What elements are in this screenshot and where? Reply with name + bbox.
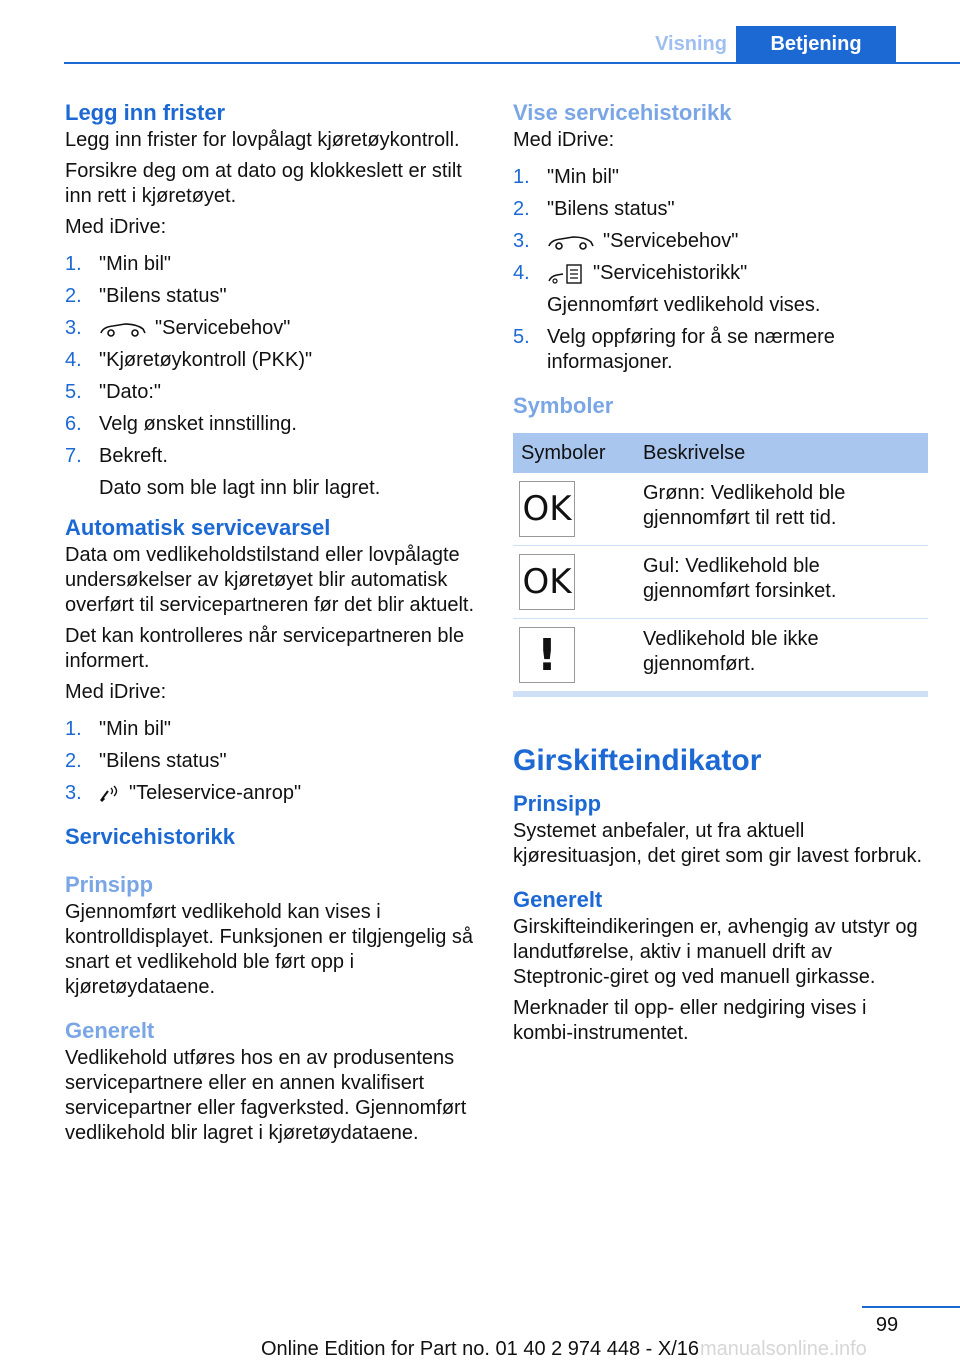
footer-rule [862,1306,960,1308]
table-row [513,619,928,692]
section-title-girskifteindikator: Girskifteindikator [513,744,762,777]
list-item: 2. "Bilens status" [513,198,675,220]
section-title-servicehistorikk: Servicehistorikk [65,824,235,849]
tab-betjening[interactable]: Betjening [736,26,896,62]
description-cell: Gul: Vedlikehold ble gjennomført forsinket. [635,546,928,619]
description-cell: Grønn: Vedlikehold ble gjennomført til rett tid. [635,473,928,546]
subtitle-generelt: Generelt [513,887,603,912]
list-item: 1. "Min bil" [513,166,619,188]
list-item: 3. "Servicebehov" [513,230,739,252]
list-item: 6. Velg ønsket innstilling. [65,413,297,435]
paragraph: Girskifteindikeringen er, avhengig av utstyr og landutførelse, aktiv i manuell drift av Steptronic-giret og ved manuell girkasse. [513,916,918,988]
list-item: 7. Bekreft. Dato som ble lagt inn blir lagret. [65,445,381,499]
paragraph: Vedlikehold utføres hos en av produsentens servicepartnere eller en annen kvalifisert servicepartner eller fagverksted. Gjennomført vedlikehold blir lagret i kjøretøydataene. [65,1047,467,1144]
paragraph: Med iDrive: [65,681,167,703]
paragraph: Forsikre deg om at dato og klokkeslett er stilt inn rett i kjøretøyet. [65,160,462,207]
car-service-icon [99,321,147,337]
list-item: 5. Velg oppføring for å se nærmere informasjoner. [513,326,835,373]
service-history-icon [547,263,585,285]
teleservice-icon [99,785,121,803]
paragraph: Gjennomført vedlikehold kan vises i kontrolldisplayet. Funksjonen er tilgjengelig så snart et vedlikehold ble ført opp i kjøretøydataene. [65,901,474,998]
list-item: 3. "Teleservice-anrop" [65,782,302,804]
ok-green-icon: OK [519,481,575,537]
symbols-table [513,433,928,692]
section-title-automatisk-servicevarsel: Automatisk servicevarsel [65,515,331,540]
step-list [65,717,480,806]
exclamation-icon: ! [519,627,575,683]
description-cell: Vedlikehold ble ikke gjennomført. [635,619,928,692]
list-item: 2. "Bilens status" [65,750,227,772]
table-header-row [513,433,928,473]
symbol-cell [513,619,635,692]
paragraph: Det kan kontrolleres når servicepartneren ble informert. [65,625,465,672]
paragraph: Legg inn frister for lovpålagt kjøretøykontroll. [65,129,460,151]
left-column [65,100,480,1152]
page-number: 99 [875,1314,899,1336]
list-item: 5. "Dato:" [65,381,162,403]
table-bottom-rule [513,692,928,697]
step-list [65,252,480,501]
symbol-cell [513,473,635,546]
subtitle-prinsipp: Prinsipp [513,791,602,816]
section-title-symboler: Symboler [513,393,614,418]
section-title-vise-servicehistorikk: Vise servicehistorikk [513,100,732,125]
paragraph: Merknader til opp- eller nedgiring vises i kombi-instrumentet. [513,997,867,1044]
right-column [513,100,928,1052]
paragraph: Systemet anbefaler, ut fra aktuell kjøresituasjon, det giret som gir lavest forbruk. [513,820,923,867]
paragraph: Med iDrive: [65,216,167,238]
list-item: 4. "Servicehistorikk" Gjennomført vedlikehold vises. [513,262,821,316]
ok-yellow-icon: OK [519,554,575,610]
table-row [513,473,928,546]
table-row [513,546,928,619]
car-service-icon [547,234,595,250]
subtitle-prinsipp: Prinsipp [65,872,154,897]
list-item: 1. "Min bil" [65,718,171,740]
list-item: 3. "Servicebehov" [65,317,291,339]
paragraph: Data om vedlikeholdstilstand eller lovpålagte undersøkelser av kjøretøyet blir automatisk overført til servicepartneren før det blir aktuelt. [65,544,475,616]
list-item: 2. "Bilens status" [65,285,227,307]
symbol-cell [513,546,635,619]
watermark: manualsonline.info [700,1338,867,1360]
page-header [64,0,960,64]
tab-visning[interactable]: Visning [655,32,727,55]
table-header-beskrivelse: Beskrivelse [635,433,928,473]
subtitle-generelt: Generelt [65,1018,155,1043]
table-header-symboler: Symboler [513,433,635,473]
list-item: 4. "Kjøretøykontroll (PKK)" [65,349,313,371]
edition-text: Online Edition for Part no. 01 40 2 974 448 - X/16 [260,1338,700,1360]
step-list [513,165,928,375]
section-title-legg-inn-frister: Legg inn frister [65,100,226,125]
list-item: 1. "Min bil" [65,253,171,275]
paragraph: Med iDrive: [513,129,615,151]
